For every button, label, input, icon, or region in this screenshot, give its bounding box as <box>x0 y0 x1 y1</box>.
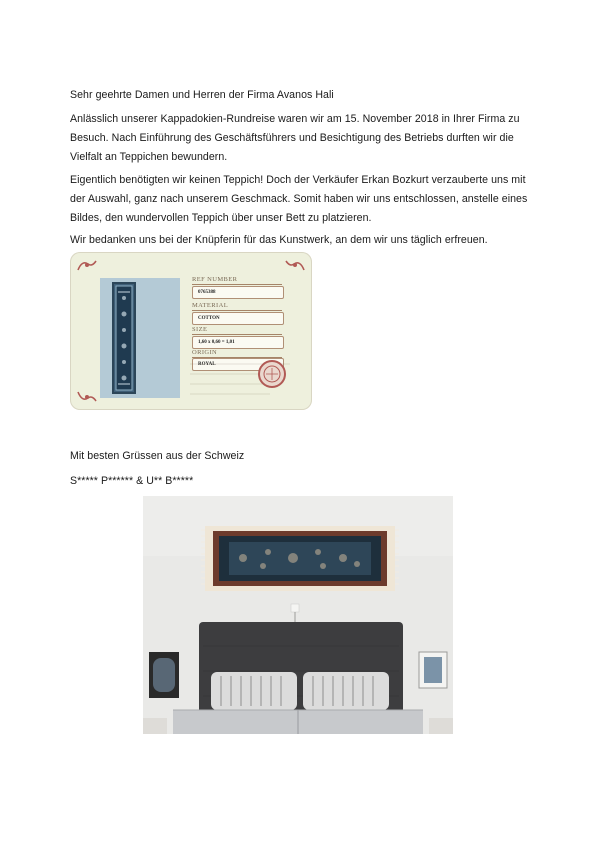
ornament-icon <box>76 390 98 404</box>
material-label: MATERIAL <box>192 302 282 311</box>
rug-runner-image <box>112 282 136 394</box>
ornament-icon <box>284 258 306 272</box>
ref-number-value: 0765388 <box>192 286 284 299</box>
wall-rug-image <box>201 526 399 591</box>
letter-greeting: Sehr geehrte Damen und Herren der Firma Avanos Hali <box>70 89 334 101</box>
ornament-icon <box>76 258 98 272</box>
origin-label: ORIGIN <box>192 349 282 358</box>
material-value: COTTON <box>192 312 284 325</box>
origin-value: ROYAL <box>192 358 284 371</box>
letter-paragraph-visit: Anlässlich unserer Kappadokien-Rundreise waren wir am 15. November 2018 in Ihrer Firma zu Besuch. Nach Einführung des Geschäftsführers und Besichtigung des Betriebs durften wir die Vielfalt an Teppichen bewundern. <box>70 113 520 163</box>
rug-thumbnail <box>100 278 180 398</box>
size-value: 1,60 x 0,60 = 1,01 <box>192 336 284 349</box>
bedroom-photo <box>143 496 453 734</box>
letter-closing: Mit besten Grüssen aus der Schweiz <box>70 450 245 462</box>
size-label: SIZE <box>192 326 282 335</box>
ref-number-label: REF NUMBER <box>192 276 282 285</box>
seal-stamp-icon <box>258 360 286 388</box>
rug-certificate-card <box>70 252 312 410</box>
letter-paragraph-choice: Eigentlich benötigten wir keinen Teppich! Doch der Verkäufer Erkan Bozkurt verzauberte uns mit der Auswahl, ganz nach unserem Geschmack. Somit haben wir uns entschlossen, anstelle eines Bildes, den wundervollen Teppich über unser Bett zu platzieren. <box>70 174 528 224</box>
letter-paragraph-thanks: Wir bedanken uns bei der Knüpferin für das Kunstwerk, an dem wir uns täglich erfreuen. <box>70 234 488 246</box>
letter-signature: S***** P****** & U** B***** <box>70 475 194 487</box>
